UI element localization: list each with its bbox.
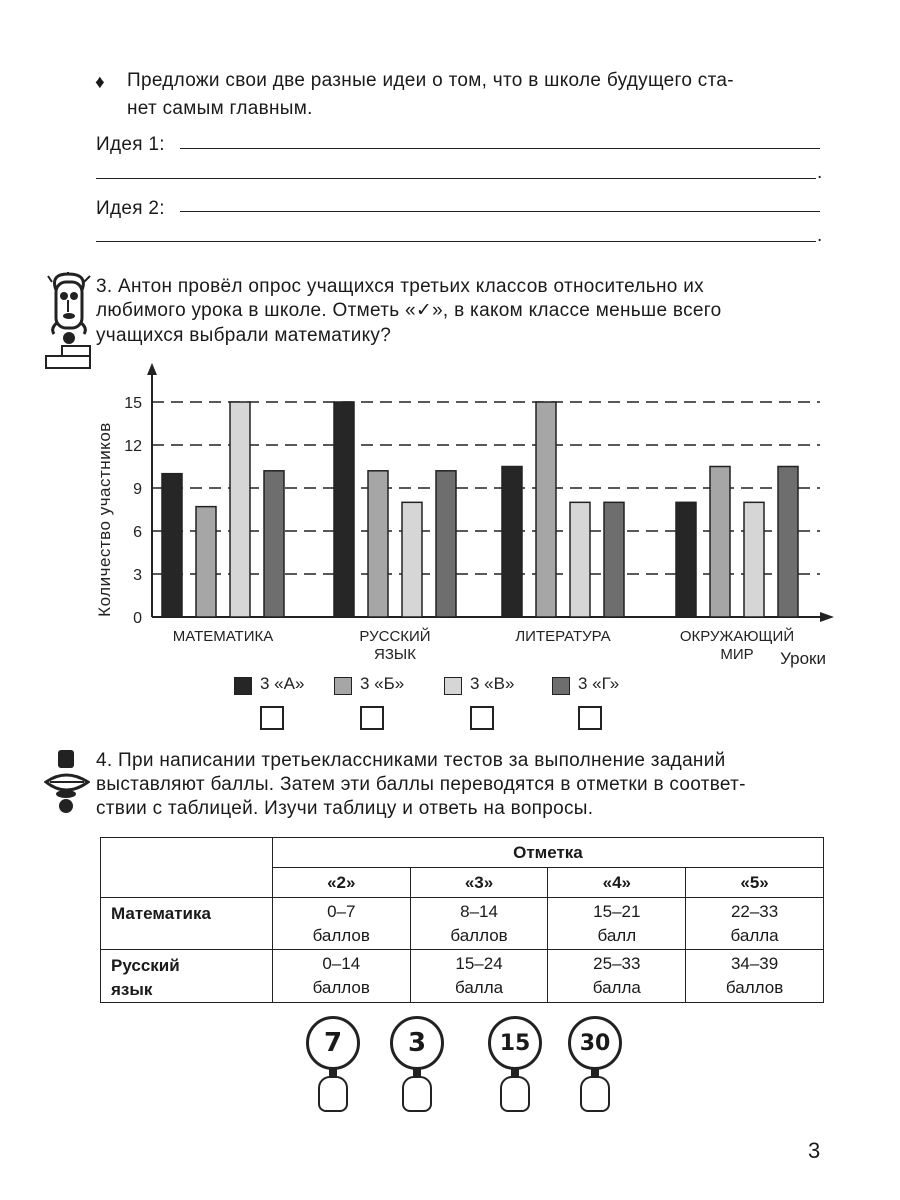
idea-task-line1: Предложи свои две разные идеи о том, что в школе будущего ста-	[127, 70, 734, 91]
bar	[502, 467, 522, 618]
idea-task-line2: нет самым главным.	[127, 98, 313, 119]
bar	[536, 402, 556, 617]
number-sign-3: 15	[488, 1016, 542, 1070]
bar	[604, 502, 624, 617]
idea1-answer-line[interactable]	[180, 148, 820, 149]
bullet-icon: ♦	[95, 72, 105, 93]
grade-col-3: «3»	[410, 868, 548, 898]
table-corner-cell	[101, 838, 273, 898]
bar	[710, 467, 730, 618]
table-row	[101, 898, 824, 950]
table-header-grade: Отметка	[272, 838, 823, 868]
idea2-period: .	[817, 225, 823, 246]
idea2-label: Идея 2:	[96, 198, 165, 219]
table-row	[101, 950, 824, 1003]
y-axis-arrow-icon	[147, 363, 157, 375]
task3-line1: 3. Антон провёл опрос учащихся третьих классов относительно их	[96, 276, 704, 297]
mouth-character-icon	[44, 748, 90, 814]
number-sign-1: 7	[306, 1016, 360, 1070]
table-cell: 25–33 балла	[548, 950, 686, 1003]
x-tick-label: МАТЕМАТИКА	[172, 628, 274, 645]
legend-swatch	[234, 677, 252, 695]
y-tick-label: 6	[133, 524, 142, 541]
answer-checkbox[interactable]	[470, 706, 494, 730]
legend-swatch	[334, 677, 352, 695]
idea2-answer-line-2[interactable]	[96, 241, 816, 242]
bar	[368, 471, 388, 617]
bar	[196, 507, 216, 617]
x-tick-label: ЯЗЫК	[374, 646, 416, 663]
bar	[334, 402, 354, 617]
task3-line2: любимого урока в школе. Отметь «✓», в каком классе меньше всего	[96, 300, 722, 321]
table-cell: 15–21 балл	[548, 898, 686, 950]
x-tick-label: МИР	[720, 646, 754, 663]
row-subject-russian: Русский язык	[101, 950, 273, 1003]
grade-col-5: «5»	[686, 868, 824, 898]
chart-legend	[0, 672, 900, 742]
hand-icon	[500, 1076, 530, 1112]
table-cell: 0–14 баллов	[272, 950, 410, 1003]
bar	[436, 471, 456, 617]
legend-label: 3 «А»	[260, 674, 305, 693]
grade-col-2: «2»	[272, 868, 410, 898]
x-axis-label: Уроки	[780, 649, 826, 668]
x-tick-label: ОКРУЖАЮЩИЙ	[679, 628, 795, 645]
x-tick-label: ЛИТЕРАТУРА	[515, 628, 611, 645]
hand-icon	[580, 1076, 610, 1112]
table-cell: 15–24 балла	[410, 950, 548, 1003]
answer-checkbox[interactable]	[360, 706, 384, 730]
bar	[402, 502, 422, 617]
bar-chart	[0, 355, 900, 675]
task4-line3: ствии с таблицей. Изучи таблицу и ответь на вопросы.	[96, 798, 594, 819]
y-tick-label: 15	[124, 395, 142, 412]
number-sign-2: 3	[390, 1016, 444, 1070]
number-sign-4: 30	[568, 1016, 622, 1070]
grade-col-4: «4»	[548, 868, 686, 898]
task4-line2: выставляют баллы. Затем эти баллы переводятся в отметки в соответ-	[96, 774, 746, 795]
y-tick-label: 3	[133, 567, 142, 584]
legend-label: 3 «Г»	[578, 674, 620, 693]
hand-icon	[402, 1076, 432, 1112]
bar	[230, 402, 250, 617]
bar	[744, 502, 764, 617]
legend-label: 3 «В»	[470, 674, 515, 693]
task3-line3: учащихся выбрали математику?	[96, 325, 392, 346]
answer-checkbox[interactable]	[260, 706, 284, 730]
task4-line1: 4. При написании третьеклассниками тестов за выполнение заданий	[96, 750, 726, 771]
idea1-label: Идея 1:	[96, 134, 165, 155]
x-tick-label: РУССКИЙ	[359, 628, 431, 645]
table-cell: 34–39 баллов	[686, 950, 824, 1003]
bar	[264, 471, 284, 617]
bar	[676, 502, 696, 617]
idea1-period: .	[817, 162, 823, 183]
bar	[570, 502, 590, 617]
row-subject-math: Математика	[101, 898, 273, 950]
grade-conversion-table	[100, 837, 824, 1003]
y-tick-label: 0	[133, 610, 142, 627]
y-tick-label: 12	[124, 438, 142, 455]
idea1-answer-line-2[interactable]	[96, 178, 816, 179]
bar	[162, 474, 182, 617]
page-number: 3	[808, 1138, 821, 1163]
legend-swatch	[552, 677, 570, 695]
bar	[778, 467, 798, 618]
table-cell: 8–14 баллов	[410, 898, 548, 950]
hand-icon	[318, 1076, 348, 1112]
table-cell: 22–33 балла	[686, 898, 824, 950]
table-cell: 0–7 баллов	[272, 898, 410, 950]
y-axis-label: Количество участников	[95, 422, 114, 617]
legend-label: 3 «Б»	[360, 674, 405, 693]
idea2-answer-line[interactable]	[180, 211, 820, 212]
x-axis-arrow-icon	[820, 612, 834, 622]
y-tick-label: 9	[133, 481, 142, 498]
answer-checkbox[interactable]	[578, 706, 602, 730]
legend-swatch	[444, 677, 462, 695]
